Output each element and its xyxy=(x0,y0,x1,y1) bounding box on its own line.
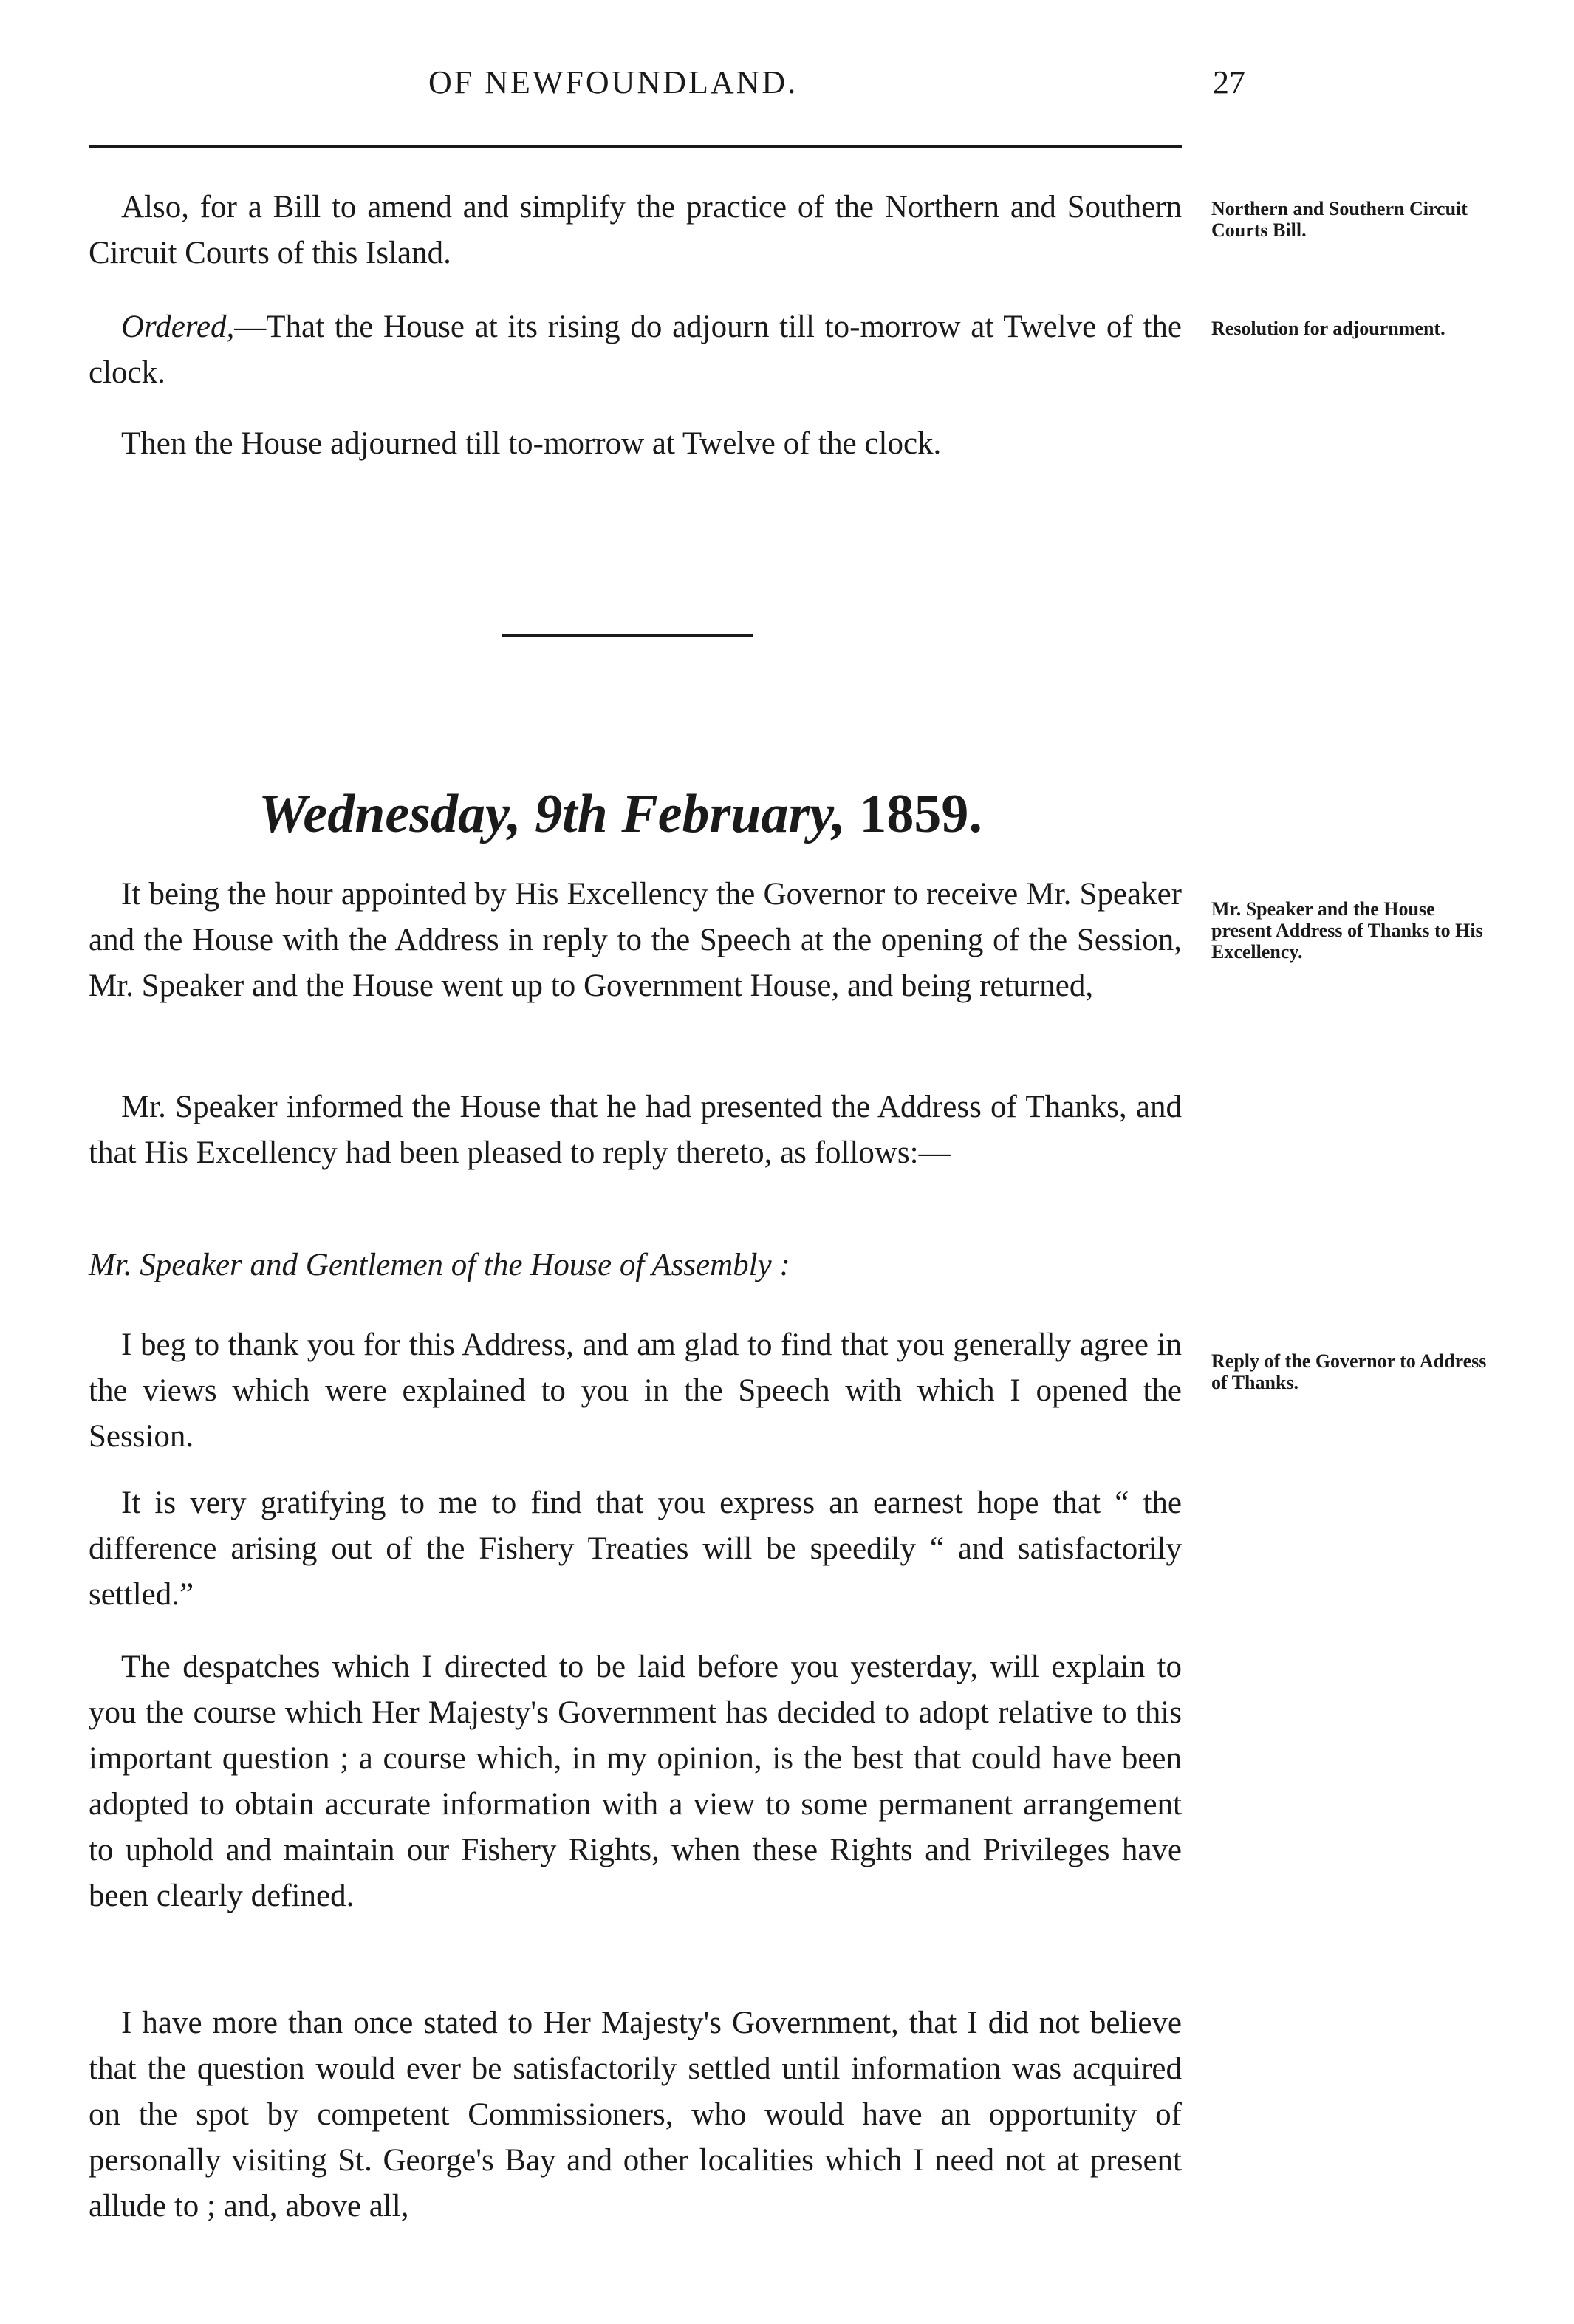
ordered-label: Ordered, xyxy=(121,310,235,344)
paragraph-thanks: I beg to thank you for this Address, and am glad to find that you generally agree in the views which were explained to you in the Speech with which I opened the Session. xyxy=(89,1327,1182,1454)
date-heading xyxy=(89,783,1152,846)
paragraph-commissioners: I have more than once stated to Her Majesty's Government, that I did not believe that the question would ever be satisfactorily settled until information was acquired on the spot by competent Commissioners, who would have an opportunity of personally visiting St. George's Bay and other localities which I need not at present allude to ; and, above all, xyxy=(89,2006,1182,2224)
page-number: 27 xyxy=(1213,64,1245,100)
ordered-text: —That the House at its rising do adjourn till to-morrow at Twelve of the clock. xyxy=(89,310,1182,390)
date-heading-year: 1859. xyxy=(859,784,982,844)
paragraph-speaker-informed: Mr. Speaker informed the House that he had presented the Address of Thanks, and that His Excellency had been pleased to reply thereto, as follows:— xyxy=(89,1090,1182,1170)
header-rule xyxy=(89,145,1182,148)
section-divider xyxy=(502,634,753,637)
margin-note-governor-reply: Reply of the Governor to Address of Thanks. xyxy=(1211,1350,1487,1393)
adjourned-entry: Then the House adjourned till to-morrow at Twelve of the clock. xyxy=(121,426,942,461)
page-header xyxy=(89,64,1245,108)
margin-note-adjournment: Resolution for adjournment. xyxy=(1211,318,1445,339)
bill-entry: Also, for a Bill to amend and simplify the practice of the Northern and Southern Circuit Courts of this Island. xyxy=(89,190,1182,270)
date-heading-day: Wednesday, 9th February, xyxy=(259,784,846,844)
address-salutation: Mr. Speaker and Gentlemen of the House of Assembly : xyxy=(89,1248,790,1282)
margin-note-circuit-courts: Northern and Southern Circuit Courts Bill. xyxy=(1211,198,1468,241)
paragraph-governor-receives: It being the hour appointed by His Excellency the Governor to receive Mr. Speaker and the House with the Address in reply to the Speech at the opening of the Session, Mr. Speaker and the House went up to Government House, and being returned, xyxy=(89,877,1182,1003)
paragraph-gratifying: It is very gratifying to me to find that you express an earnest hope that “ the difference arising out of the Fishery Treaties will be speedily “ and satisfactorily settled.” xyxy=(89,1486,1182,1612)
margin-note-address-presented: Mr. Speaker and the House present Address of Thanks to His Excellency. xyxy=(1211,898,1483,963)
ordered-entry xyxy=(89,304,1182,396)
paragraph-despatches: The despatches which I directed to be laid before you yesterday, will explain to you the course which Her Majesty's Government has decided to adopt relative to this important question ; a course which, in my opinion, is the best that could have been adopted to obtain accurate information with a view to some permanent arrangement to uphold and maintain our Fishery Rights, when these Rights and Privileges have been clearly defined. xyxy=(89,1650,1182,1913)
running-title: OF NEWFOUNDLAND. xyxy=(428,64,798,100)
